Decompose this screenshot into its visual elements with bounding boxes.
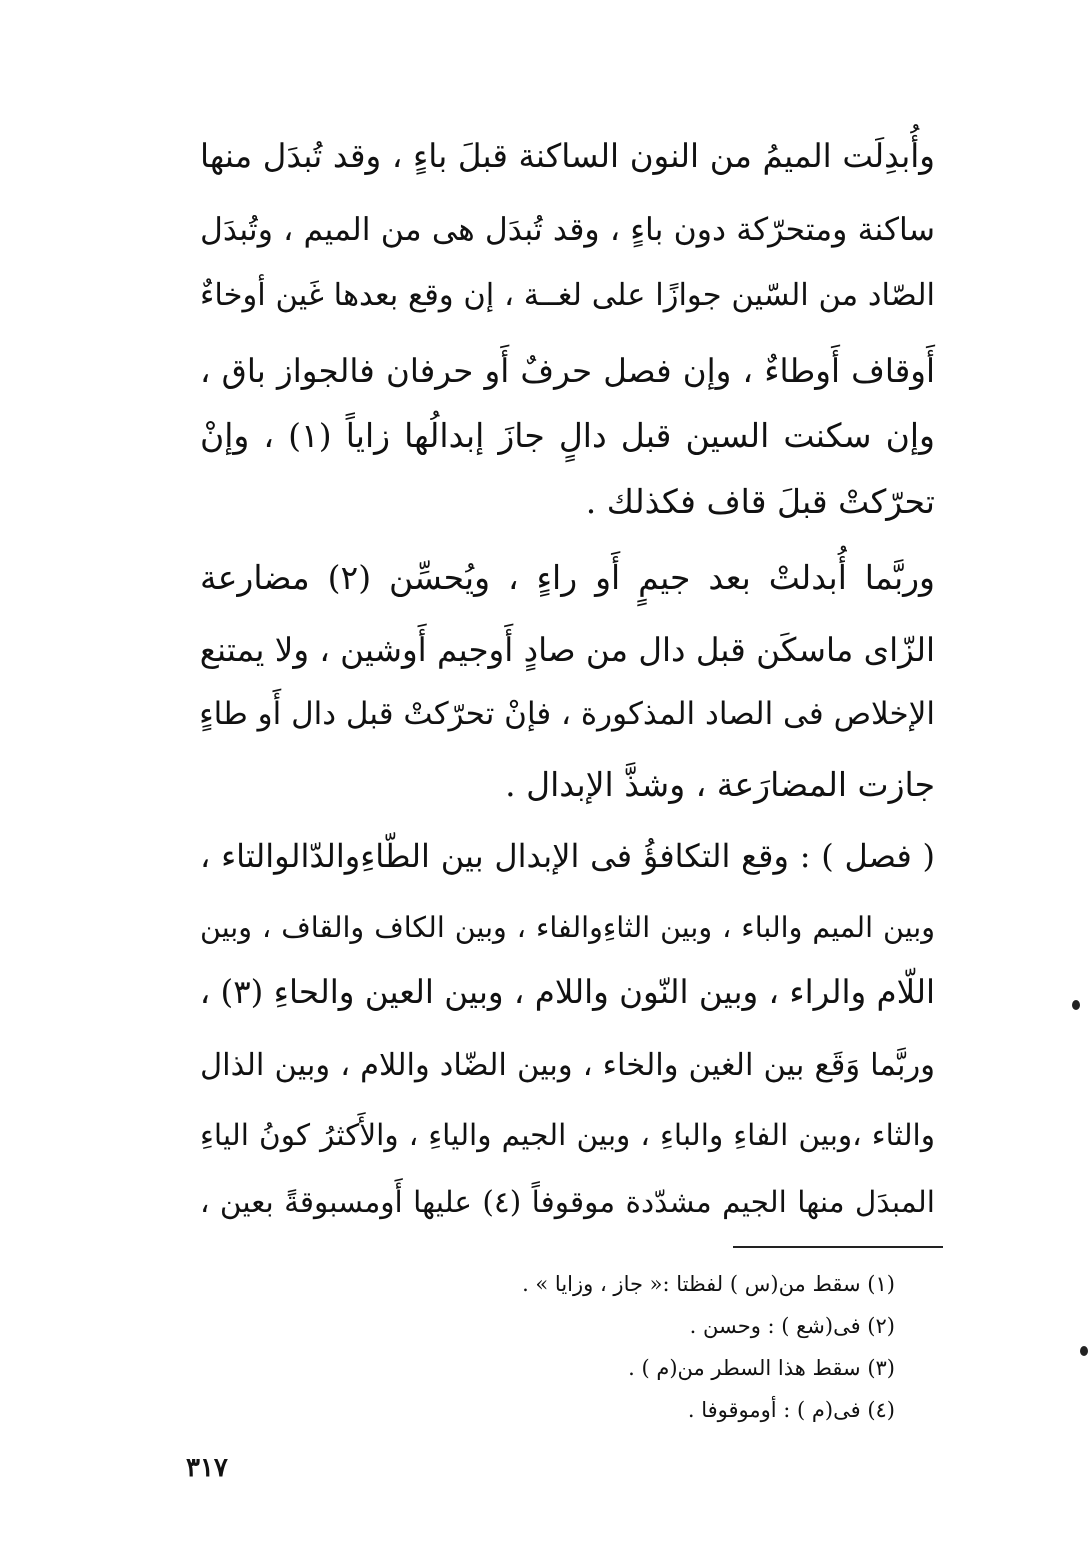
text-line: وإن سكنت السين قبل دالٍ جازَ إبدالُها زاياً (١) ، وإنْ xyxy=(200,416,935,455)
text-line: جازت المضارَعة ، وشذَّ الإبدال . xyxy=(505,765,935,804)
text-line: الإخلاص فى الصاد المذكورة ، فإنْ تحرّكتْ قبل دال أَو طاءٍ xyxy=(199,696,935,732)
scan-speck xyxy=(1080,1346,1088,1356)
text-line: أَوقاف أَوطاءٌ ، وإن فصل حرفٌ أَو حرفان فالجواز باق ، xyxy=(200,352,935,390)
footnote: (٢) فى(شع ) : وحسن . xyxy=(689,1314,895,1338)
scan-speck xyxy=(1072,1000,1080,1010)
text-line: تحرّكتْ قبلَ قاف فكذلك . xyxy=(585,482,935,521)
text-line: ( فصل ) : وقع التكافؤُ فى الإبدال بين الطّاءِوالدّالوالتاء ، xyxy=(200,837,935,875)
text-line: والثاء ،وبين الفاءِ والباءِ ، وبين الجيم والياءِ ، والأَكثرُ كونُ الياءِ xyxy=(200,1118,935,1152)
text-line: وأُبدِلَت الميمُ من النون الساكنة قبلَ باءٍ ، وقد تُبدَل منها xyxy=(200,137,935,175)
footnote: (٤) فى(م ) : أوموقوفا . xyxy=(687,1398,895,1422)
text-line: اللّام والراء ، وبين النّون واللام ، وبين العين والحاءِ (٣) ، xyxy=(199,973,935,1011)
text-line: ساكنة ومتحرّكة دون باءٍ ، وقد تُبدَل هى من الميم ، وتُبدَل xyxy=(200,212,935,248)
footnote-separator xyxy=(733,1246,943,1248)
text-line: وربَّما وَقَع بين الغين والخاء ، وبين الضّاد واللام ، وبين الذال xyxy=(200,1048,935,1083)
footnote: (١) سقط من(س ) لفظتا :« جاز ، وزايا » . xyxy=(522,1272,895,1296)
text-line: وربَّما أُبدلتْ بعد جيمٍ أَو راءٍ ، ويُحسِّن (٢) مضارعة xyxy=(200,558,935,597)
footnote: (٣) سقط هذا السطر من(م ) . xyxy=(628,1356,895,1380)
text-line: المبدَل منها الجيم مشدّدة موقوفاً (٤) عليها أَومسبوقةً بعين ، xyxy=(200,1185,935,1219)
text-line: الصّاد من السّين جوازًا على لغــة ، إن وقع بعدها غَين أوخاءٌ xyxy=(200,278,935,313)
text-line: وبين الميم والباء ، وبين الثاءِوالفاء ، وبين الكاف والقاف ، وبين xyxy=(200,911,935,944)
page-number: ٣١٧ xyxy=(186,1453,228,1483)
text-line: الزّاى ماسكَن قبل دال من صادٍ أَوجيم أَوشين ، ولا يمتنع xyxy=(199,631,935,669)
